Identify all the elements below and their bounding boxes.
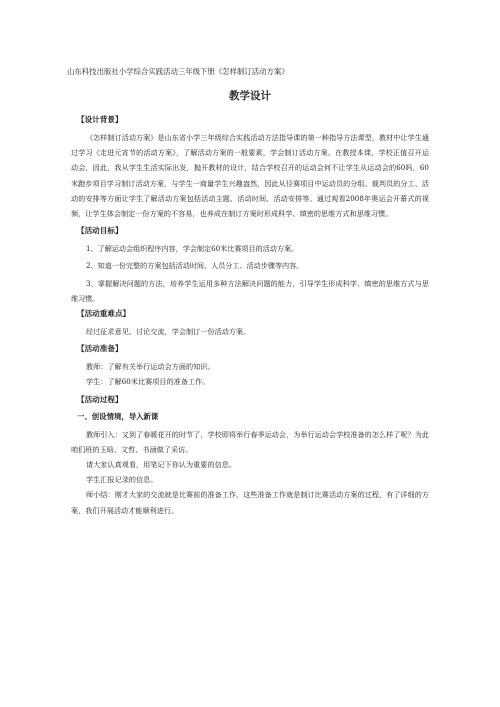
section-heading-prep: 【活动准备】 <box>77 344 123 354</box>
process-paragraph: 教师引入：又到了春暖花开的时节了，学校即将举行春季运动会，为举行运动会学校准备的怎么样了呢？为此咱们班的玉晗、文哲、书涵做了采访。 <box>71 429 429 454</box>
goal-item: 3、掌握解决问题的方法，培养学生运用多种方法解决问题的能力，引导学生形成科学、缜密的思维方式与思维习惯。 <box>71 278 429 303</box>
process-subheading: 一、创设情境，导入新课 <box>77 411 159 421</box>
goal-item: 2、知道一份完整的方案包括活动时间、人员分工、活动步骤等内容。 <box>86 261 304 271</box>
process-paragraph: 师小结：刚才大家的交流就是比赛前的准备工作，这些准备工作就是制订比赛活动方案的过程，有了详细的方案，我们开展活动才能顺利进行。 <box>71 490 429 515</box>
process-paragraph: 学生汇报记录的信息。 <box>86 475 158 485</box>
keypoints-paragraph: 经过征求意见、讨论交流，学会制订一份活动方案。 <box>86 327 251 337</box>
section-heading-background: 【设计背景】 <box>77 115 123 124</box>
prep-student: 学生：了解60米比赛项目的准备工作。 <box>86 377 210 387</box>
section-heading-keypoints: 【活动重难点】 <box>77 309 131 319</box>
process-paragraph: 请大家认真观看，用笔记下你认为重要的信息。 <box>86 460 237 470</box>
header-line: 山东科技出版社小学综合实践活动三年级下册《怎样制订活动方案》 <box>67 67 289 76</box>
background-paragraph: 《怎样制订活动方案》是山东省小学三年级综合实践活动方法指导课的第一种指导方法课型，教材中让学生通过学习《走进元宵节的活动方案》，了解活动方案的一般要素，学会制订活动方案。在教授本课，学校正值召开运动会，因此，我从学生生活实际出发，抛开教材的设计，结合学校召开的运动会何不让学生从运动会的60吗，60米跑步项目学习制订活动方案，与学生一商量学生兴趣盎然，因此从径赛项目中运动员的分组、裁判员的分工、活动的安排等方面让学生了解活动方案包括活动主题、活动时间、活动安排等。通过观看2008年奥运会开幕式的视频，让学生体会制定一份方案的不容易，也养成在制订方案时形成科学、缜密的思维方式和思维习惯。 <box>71 133 429 219</box>
section-heading-goals: 【活动目标】 <box>77 226 123 236</box>
section-heading-process: 【活动过程】 <box>77 394 123 404</box>
document-title: 教学设计 <box>229 90 271 102</box>
goal-item: 1、了解运动会组织程序内容，学会制定60米比赛项目的活动方案。 <box>86 244 299 254</box>
prep-teacher: 教师：了解有关举行运动会方面的知识。 <box>86 362 215 372</box>
